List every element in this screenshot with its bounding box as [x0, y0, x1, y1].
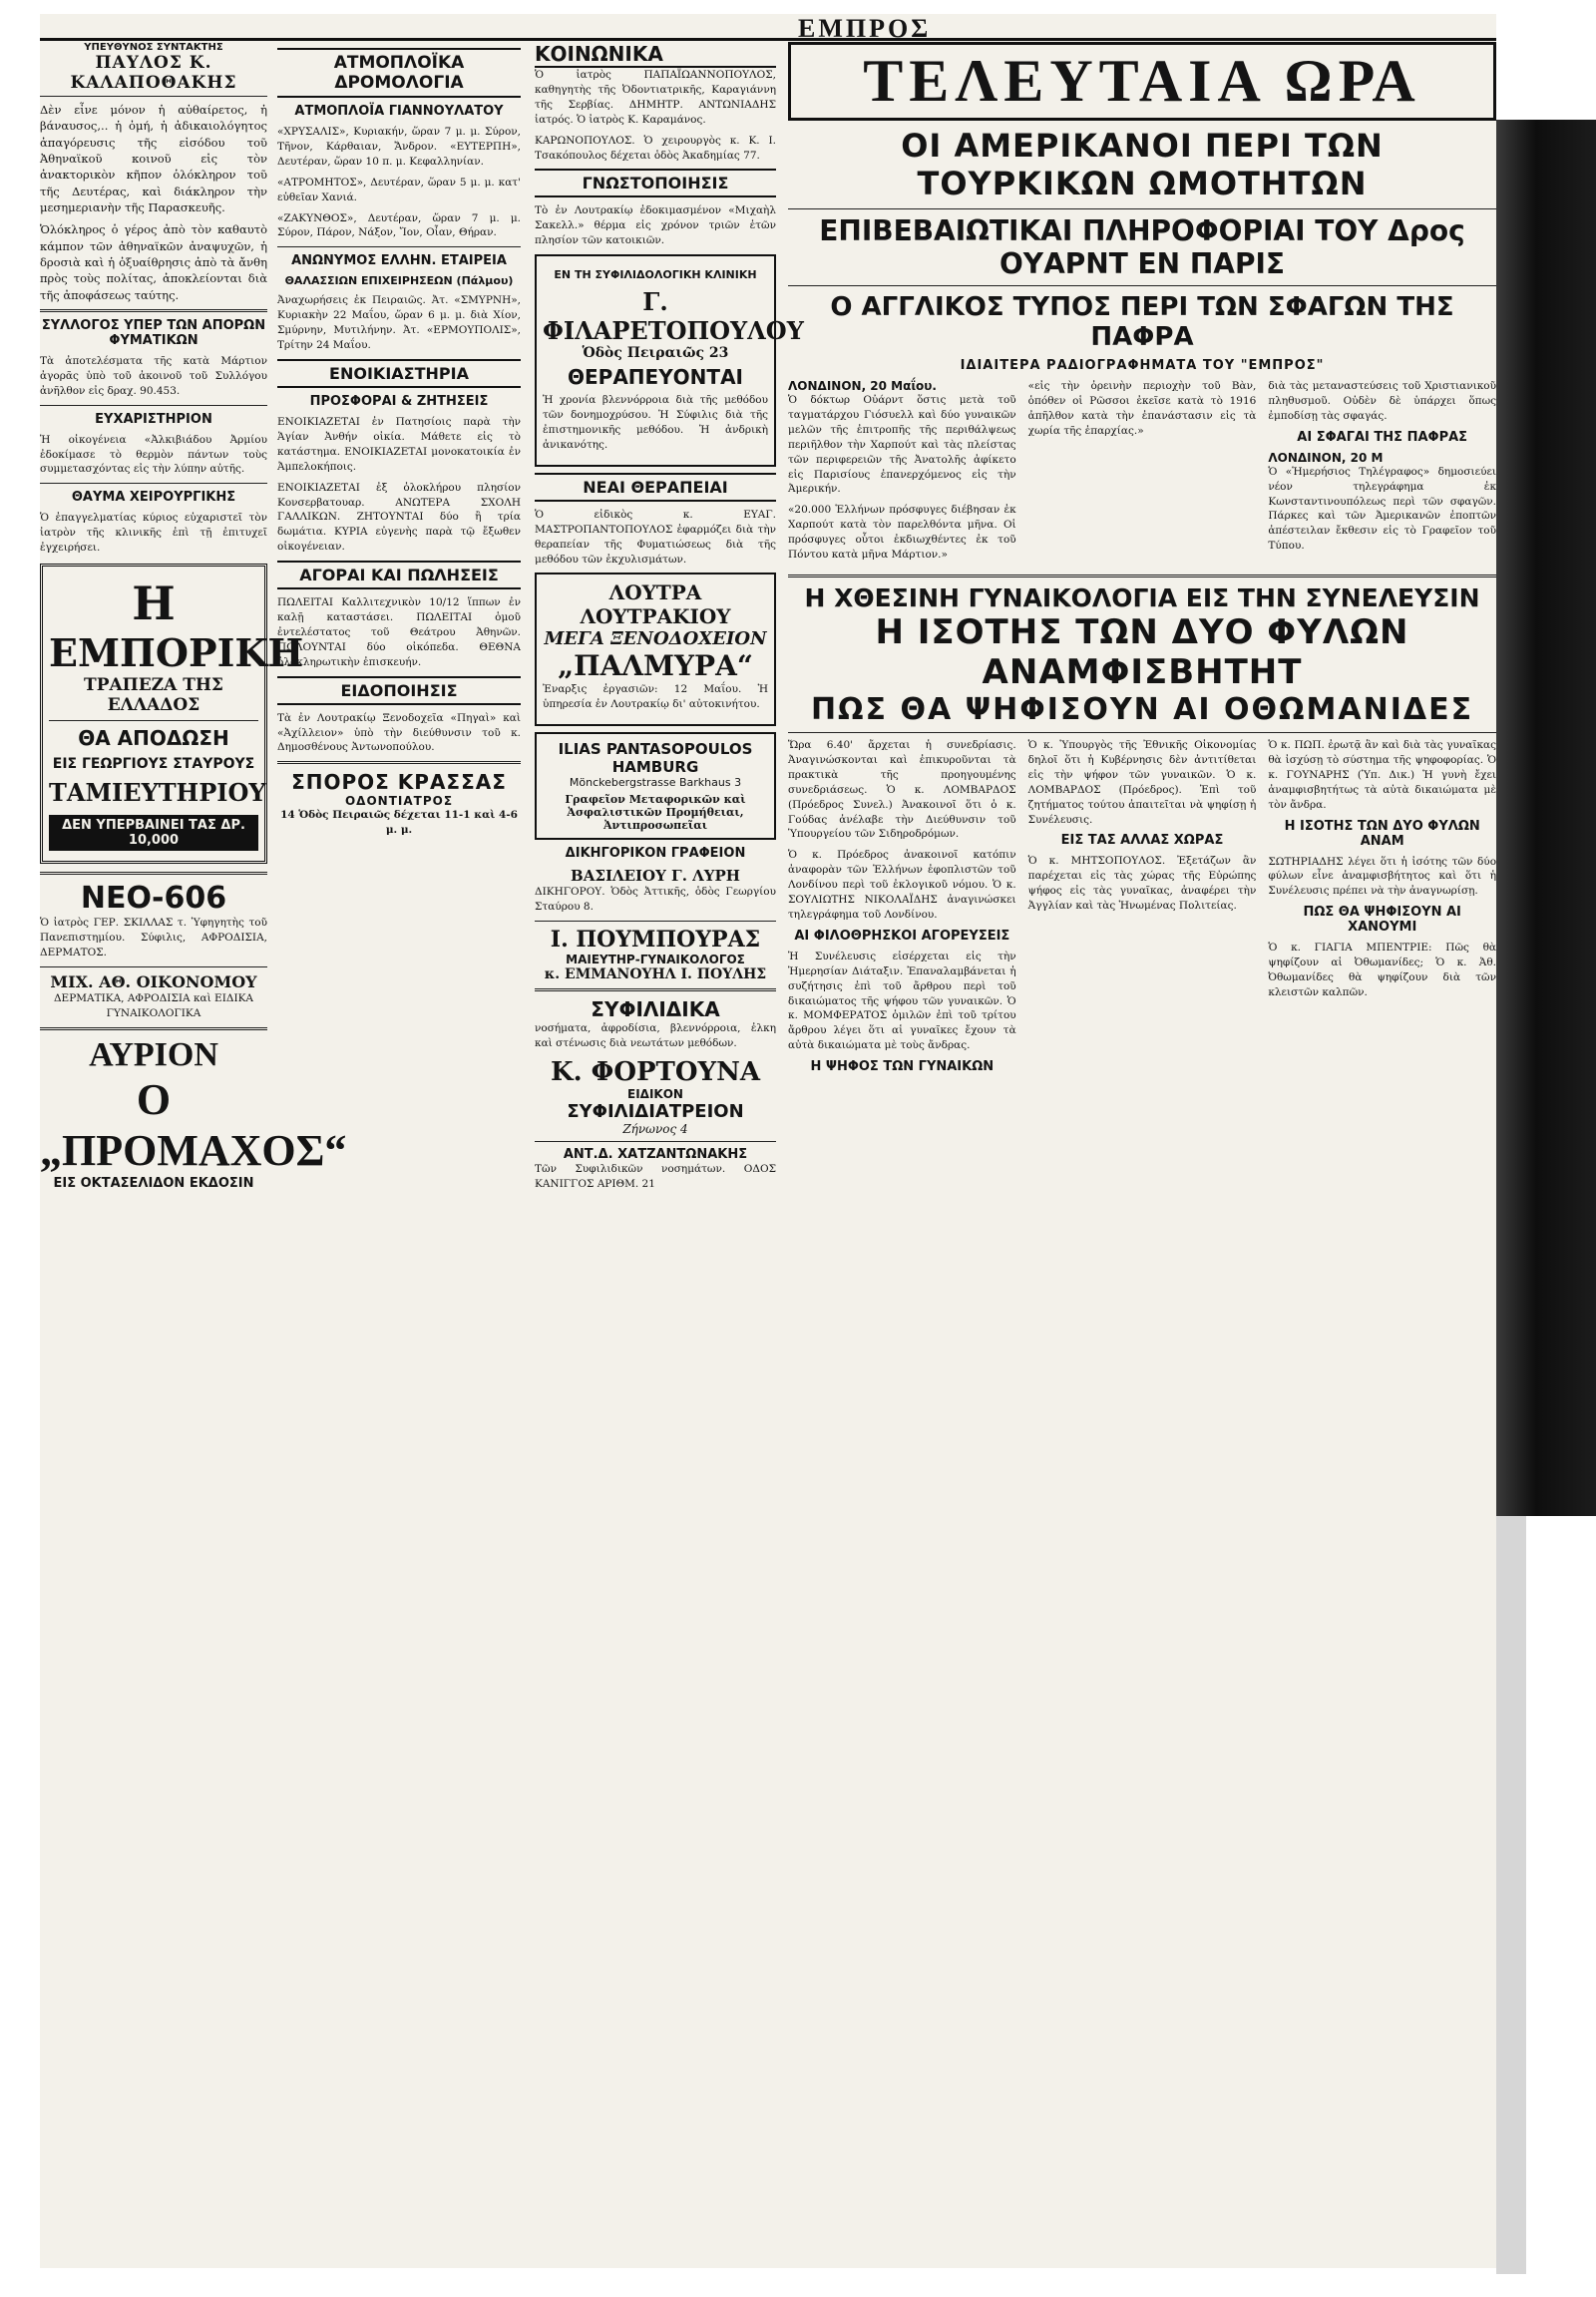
bank-line: ΔΕΝ ΥΠΕΡΒΑΙΝΕΙ ΤΑΣ ΔΡ. 10,000: [49, 815, 258, 851]
report-body: Ὁ δόκτωρ Οὐάρντ ὅστις μετὰ τοῦ ταγματάρχου Γιόσυελλ καὶ δύο γυναικῶν μελῶν τῆς ἐπιτροπῆς τῆς περιθάλψεως περιῆλθον τὴν Χαρπούτ καὶ τὰς πλείστας τῶν περιφερειῶν τῆς Ἀνατολῆς ἀφίκετο εἰς Παρισίους ἐπανερχόμενος εἰς τὴν Ἀμερικήν.: [788, 394, 1016, 496]
therapies-heading: ΝΕΑΙ ΘΕΡΑΠΕΙΑΙ: [535, 473, 776, 502]
side-heading: ΑΙ ΣΦΑΓΑΙ ΤΗΣ ΠΑΦΡΑΣ: [1297, 429, 1468, 445]
divider: [535, 921, 776, 922]
fortouna-title: ΣΥΦΙΛΙΔΙΑΤΡΕΙΟΝ: [567, 1100, 744, 1122]
doctor-name: ΜΙΧ. ΑΘ. ΟΙΚΟΝΟΜΟΥ: [50, 971, 257, 991]
article-body: Ὁλόκληρος ὁ γέρος ἀπὸ τὸν καθαυτὸ κάμπον τῶν ἀθηναϊκῶν ἀναψυχῶν, ἡ δροσιὰ καὶ ἡ ὀξυαίθρησις ἀπὸ τὰ ἄνθη πρὸς τοὺς πολίτας, ἀποκλείονται διὰ τῆς ἀποφάσεως ταύτης.: [40, 222, 267, 302]
sales-body: ΠΩΛΕΙΤΑΙ Καλλιτεχνικὸν 10/12 ἵππων ἐν καλῇ καταστάσει. ΠΩΛΕΙΤΑΙ ὁμοῦ ἐντελέστατος τοῦ Θεάτρου Ἀθηνῶν. ΠΩΛΟΥΝΤΑΙ δύο οἰκόπεδα. ΘΕΘΝΑ ὀλοκληρωτικὴν ἐπισκευήν.: [277, 596, 521, 668]
assembly-body: ΣΩΤΗΡΙΑΔΗΣ λέγει ὅτι ἡ ἰσότης τῶν δύο φύλων εἶνε ἀναμφισβήτητος καὶ ὅτι ἡ Συνέλευσις πρέπει νὰ τὴν ἀναγνωρίσῃ.: [1268, 855, 1497, 898]
fortouna-address: Ζήνωνος 4: [622, 1121, 688, 1136]
clinic-doctor: Γ. ΦΙΛΑΡΕΤΟΠΟΥΛΟΥ: [543, 287, 804, 346]
column-2: [277, 42, 521, 2266]
aurion-label: ΑΥΡΙΟΝ: [89, 1035, 218, 1073]
column-1: [40, 42, 347, 2266]
assembly-col-1: [788, 738, 1016, 1080]
rentals-subheading: ΠΡΟΣΦΟΡΑΙ & ΖΗΤΗΣΕΙΣ: [309, 393, 489, 409]
clinic-advert: [535, 254, 804, 467]
divider: [40, 309, 267, 312]
dateline: ΛΟΝΔΙΝΟΝ, 20 Μ: [1268, 450, 1384, 465]
divider: [40, 483, 267, 484]
hamburg-street: Mönckebergstrasse Barkhaus 3: [569, 776, 742, 790]
report-body: Ὁ «Ἡμερήσιος Τηλέγραφος» δημοσιεύει νέον τηλεγράφημα ἐκ Κωνσταντινουπόλεως περὶ τῶν σφαγῶν. Πάρκες καὶ τῶν Ἀμερικανῶν ἐποπτῶν ἀπέστειλαν ἔκθεσιν εἰς τὸ Γραφεῖον τοῦ Τύπου.: [1268, 465, 1497, 553]
clinic-heading: ΕΝ ΤΗ ΣΥΦΙΛΙΔΟΛΟΓΙΚΗ ΚΛΙΝΙΚΗ: [554, 268, 757, 282]
divider: [535, 988, 776, 991]
thanks-body: Ἡ οἰκογένεια «Ἀλκιβιάδου Ἀρμίου ἐδοκίμασε τὸ θερμὸν πάντων τοὺς συμμετασχόντας εἰς τὴν λύπην αὐτῆς.: [40, 433, 267, 476]
doctor-name: Ι. ΠΟΥΜΠΟΥΡΑΣ: [550, 927, 761, 954]
bank-advert: [40, 564, 304, 864]
author-name: ΠΑΥΛΟΣ Κ. ΚΑΛΑΠΟΘΑΚΗΣ: [40, 53, 267, 97]
company-body: Ἀναχωρήσεις ἐκ Πειραιῶς. Ἀτ. «ΣΜΥΡΝΗ», Κυριακὴν 22 Μαΐου, ὥραν 6 μ. μ. διὰ Χίον, Σμύρνην, Μυτιλήνην. Ἀτ. «ΕΡΜΟΥΠΟΛΙΣ», Τρίτην 24 Μαΐου.: [277, 294, 521, 352]
author-role: ΥΠΕΥΘΥΝΟΣ ΣΥΝΤΑΚΤΗΣ: [84, 42, 223, 53]
column-3: [535, 42, 804, 2266]
hamburg-name: ILIAS PANTASOPOULOS: [558, 740, 753, 759]
headline-3: ΕΠΙΒΕΒΑΙΩΤΙΚΑΙ ΠΛΗΡΟΦΟΡΙΑΙ ΤΟΥ Δρος ΟΥΑΡΝΤ ΕΝ ΠΑΡΙΣ: [819, 214, 1465, 280]
hamburg-advert: [535, 732, 776, 840]
assembly-subhead: Η ΨΗΦΟΣ ΤΩΝ ΓΥΝΑΙΚΩΝ: [810, 1059, 995, 1075]
social-heading: ΚΟΙΝΩΝΙΚΑ: [535, 42, 776, 68]
law-name: ΒΑΣΙΛΕΙΟΥ Γ. ΛΥΡΗ: [571, 867, 740, 886]
law-heading: ΔΙΚΗΓΟΡΙΚΟΝ ΓΡΑΦΕΙΟΝ: [565, 846, 746, 862]
announcement-heading: ΓΝΩΣΤΟΠΟΙΗΣΙΣ: [535, 169, 776, 197]
shipping-body: «ΖΑΚΥΝΘΟΣ», Δευτέραν, ὥραν 7 μ. μ. Σύρον, Πάρον, Νάξον, Ἴον, Οἶαν, Θήραν.: [277, 211, 521, 239]
divider: [788, 732, 1496, 733]
assembly-body: Ἡ Συνέλευσις εἰσέρχεται εἰς τὴν Ἡμερησίαν Διάταξιν. Ἐπαναλαμβάνεται ἡ συζήτησις ἐπὶ τοῦ ἄρθρου περὶ τοῦ δικαιώματος τῆς ψήφου τῶν γυναικῶν. Ὁ κ. ΜΟΜΦΕΡΑΤΟΣ ὁμιλῶν ἐπὶ τοῦ τρίτου ἄρθρου λέγει ὅτι αἱ γυναῖκες ἔχουν τὰ αὐτὰ δικαιώματα μὲ τοὺς ἄνδρας.: [788, 950, 1016, 1052]
assembly-subheadline-2: ΠΩΣ ΘΑ ΨΗΦΙΣΟΥΝ ΑΙ ΟΘΩΜΑΝΙΔΕΣ: [810, 691, 1474, 727]
dentist-name: ΣΠΟΡΟΣ ΚΡΑΣΣΑΣ: [291, 770, 507, 795]
shipping-company: ΑΤΜΟΠΛΟΪΑ ΓΙΑΝΝΟΥΛΑΤΟΥ: [294, 104, 504, 119]
assembly-subhead: ΑΙ ΦΙΛΟΘΡΗΣΚΟΙ ΑΓΟΡΕΥΣΕΙΣ: [794, 928, 1010, 944]
neo-body: Ὁ ἰατρὸς ΓΕΡ. ΣΚΙΛΛΑΣ τ. Ὑφηγητὴς τοῦ Πανεπιστημίου. Σύφιλις, ΑΦΡΟΔΙΣΙΑ, ΔΕΡΜΑΤΟΣ.: [40, 917, 267, 958]
report-columns: [788, 379, 1496, 569]
shipping-body: «ΑΤΡΟΜΗΤΟΣ», Δευτέραν, ὥραν 5 μ. μ. κατ' εὐθεῖαν Χανιά.: [277, 176, 521, 203]
neo-title: ΝΕΟ-606: [80, 881, 227, 917]
headline-sub: ΙΔΙΑΙΤΕΡΑ ΡΑΔΙΟΓΡΑΦΗΜΑΤΑ ΤΟΥ "ΕΜΠΡΟΣ": [960, 358, 1325, 373]
shipping-heading: ΑΤΜΟΠΛΟΪΚΑ ΔΡΟΜΟΛΟΓΙΑ: [277, 48, 521, 98]
article-body: Δὲν εἶνε μόνον ἡ αὐθαίρετος, ἡ βάναυσος,.. ἡ ὀμή, ἡ ἀδικαιολόγητος ἀπαγόρευσις τῆς εἰσόδου τοῦ Ἀθηναϊκοῦ κοινοῦ εἰς τὸν ἀνακτορικὸν κῆπον ὁλόκληρον τοῦ τῆς Δευτέρας, καὶ διάκληρον τὴν μεσημεριανὴν τῆς Παρασκευῆς.: [40, 103, 267, 214]
report-body: «20.000 Ἑλλήνων πρόσφυγες διέβησαν ἐκ Χαρπούτ κατὰ τὸν παρελθόντα μῆνα. Οἱ πρόσφυγες οὗτοι ἐκδιωχθέντες ἐκ τοῦ Πόντου κατὰ μῆνα Μάρτιον.»: [788, 504, 1016, 562]
promachos-subtitle: ΕΙΣ ΟΚΤΑΣΕΛΙΔΟΝ ΕΚΔΟΣΙΝ: [53, 1175, 254, 1191]
rentals-heading: ΕΝΟΙΚΙΑΣΤΗΡΙΑ: [277, 359, 521, 388]
assembly-headline: Η ΧΘΕΣΙΝΗ ΓΥΝΑΙΚΟΛΟΓΙΑ ΕΙΣ ΤΗΝ ΣΥΝΕΛΕΥΣΙΝ: [804, 582, 1480, 612]
main-headline: ΤΕΛΕΥΤΑΙΑ ΩΡΑ: [788, 42, 1496, 121]
dentist-address: 14 Ὁδὸς Πειραιῶς δέχεται 11-1 καὶ 4-6 μ. μ.: [280, 809, 518, 837]
hotel-subheading: ΜΕΓΑ ΞΕΝΟΔΟΧΕΙΟΝ: [544, 628, 767, 650]
hamburg-city: HAMBURG: [611, 758, 699, 777]
assembly-subhead: ΕΙΣ ΤΑΣ ΑΛΛΑΣ ΧΩΡΑΣ: [1060, 833, 1224, 849]
assembly-subhead: ΠΩΣ ΘΑ ΨΗΦΙΣΟΥΝ ΑΙ ΧΑΝΟΥΜΙ: [1303, 905, 1461, 936]
assembly-col-2: [1028, 738, 1257, 1080]
assembly-body: Ὁ κ. ΜΗΤΣΟΠΟΥΛΟΣ. Ἐξετάζων ἂν παρέχεται εἰς τὰς χώρας τῆς Εὐρώπης ψήφος εἰς τὰς γυναῖκας, ἀναφέρει τὴν Ἀγγλίαν καὶ τὰς Ἡνωμένας Πολιτείας.: [1027, 855, 1257, 913]
assembly-body: Ὁ κ. ΓΙΑΓΙΑ ΜΠΕΝΤΡΙΕ: Πῶς θὰ ψηφίζουν αἱ Ὀθωμανίδες; Ὁ κ. Ἀθ. Ὀθωμανίδες θὰ ψηφίζουν διὰ τῶν κλειστῶν καλπῶν.: [1268, 942, 1497, 998]
divider: [49, 720, 258, 721]
hotel-heading: ΛΟΥΤΡΑ ΛΟΥΤΡΑΚΙΟΥ: [580, 580, 731, 629]
divider: [788, 208, 1496, 209]
divider: [40, 1027, 267, 1030]
khatz-name: ΑΝΤ.Δ. ΧΑΤΖΑΝΤΩΝΑΚΗΣ: [563, 1146, 748, 1162]
announcement-body: Τὸ ἐν Λουτρακίῳ ἐδοκιμασμένον «Μιχαὴλ Σακελλ.» θέρμα εἰς χρόνον τριῶν ἐτῶν πλησίον τῶν κατοικιῶν.: [535, 204, 776, 247]
scan-edge-grey: [1496, 1516, 1526, 2274]
syph-heading: ΣΥΦΙΛΙΔΙΚΑ: [591, 997, 720, 1022]
divider: [788, 574, 1496, 577]
sales-heading: ΑΓΟΡΑΙ ΚΑΙ ΠΩΛΗΣΕΙΣ: [277, 561, 521, 589]
report-col-2: [1028, 379, 1257, 569]
divider: [40, 872, 267, 875]
clinic-body: Ἡ χρονία βλεννόρροια διὰ τῆς μεθόδου τῶν δονημοχρύσου. Ἡ Σύφιλις διὰ τῆς ἐπιστημονικῆς μεθόδου. Ἡ ἀνδρικὴ ἀνικανότης.: [543, 394, 768, 451]
shipping-body: «ΧΡΥΣΑΛΙΣ», Κυριακήν, ὥραν 7 μ. μ. Σύρον, Τῆνον, Κάρθαιαν, Ἄνδρον. «ΕΥΤΕΡΠΗ», Δευτέραν, ὥραν 10 π. μ. Κεφαλληνίαν.: [277, 126, 521, 168]
bank-name: ΕΜΠΟΡΙΚΗ: [49, 630, 304, 676]
assembly-subheadline: Η ΙΣΟΤΗΣ ΤΩΝ ΔΥΟ ΦΥΛΩΝ ΑΝΑΜΦΙΣΒΗΤΗΤ: [875, 611, 1409, 692]
ad-heading: ΘΑΥΜΑ ΧΕΙΡΟΥΡΓΙΚΗΣ: [71, 490, 236, 506]
therapies-body: Ὁ εἰδικὸς κ. ΕΥΑΓ. ΜΑΣΤΡΟΠΑΝΤΟΠΟΥΛΟΣ ἐφαρμόζει διὰ τὴν θεραπείαν τῆς Φυματιώσεως διὰ τῆς μεθόδου τῶν ἐκχυλισμάτων.: [535, 508, 776, 566]
fortouna-subtitle: ΕΙΔΙΚΟΝ: [627, 1086, 683, 1101]
doctor-title: ΜΑΙΕΥΤΗΡ-ΓΥΝΑΙΚΟΛΟΓΟΣ: [566, 953, 745, 967]
bank-line: ΕΙΣ ΓΕΩΡΓΙΟΥΣ ΣΤΑΥΡΟΥΣ: [52, 756, 255, 773]
assembly-body: Ὁ κ. Πρόεδρος ἀνακοινοῖ κατόπιν ἀναφορὰν τῶν Ἑλλήνων ἐφοπλιστῶν τοῦ Λονδίνου περὶ τοῦ ἐκλογικοῦ νόμου. Ὁ κ. ΣΟΥΛΙΩΤΗΣ ΝΙΚΟΛΑΪΔΗΣ ἀναγινώσκει τηλεγράφημα τοῦ Λονδίνου.: [788, 849, 1016, 921]
hotel-advert: [535, 573, 776, 726]
masthead-title: ΕΜΠΡΟΣ: [798, 14, 932, 43]
company-subheading: ΘΑΛΑΣΣΙΩΝ ΕΠΙΧΕΙΡΗΣΕΩΝ (Πάλμου): [284, 274, 514, 288]
masthead: [40, 14, 1496, 41]
hotel-body: Ἐναρξις ἐργασιῶν: 12 Μαΐου. Ἡ ὑπηρεσία ἐν Λουτρακίῳ δι' αὐτοκινήτου.: [543, 683, 768, 711]
fortouna-name: Κ. ΦΟΡΤΟΥΝΑ: [550, 1056, 761, 1087]
divider: [40, 405, 267, 406]
report-col-3: [1268, 379, 1496, 569]
doctor-name-2: κ. ΕΜΜΑΝΟΥΗΛ Ι. ΠΟΥΛΗΣ: [544, 966, 767, 983]
bank-subtitle: ΤΡΑΠΕΖΑ ΤΗΣ ΕΛΛΑΔΟΣ: [84, 675, 223, 716]
dentist-title: ΟΔΟΝΤΙΑΤΡΟΣ: [344, 794, 454, 809]
ad-body: Ὁ ἐπαγγελματίας κύριος εὐχαριστεῖ τὸν ἰατρὸν τῆς κλινικῆς ἐπὶ τῇ ἐπιτυχεῖ ἐγχειρήσει.: [40, 512, 267, 555]
clinic-address: Ὁδὸς Πειραιῶς 23: [582, 345, 729, 362]
divider: [277, 761, 521, 764]
assembly-col-3: [1268, 738, 1496, 1080]
notice-body: Τὰ ἐν Λουτρακίῳ Ξενοδοχεῖα «Πηγαὶ» καὶ «Ἀχίλλειον» ὑπὸ τὴν διεύθυνσιν τοῦ κ. Δημοσθένους Ἀντωνοπούλου.: [277, 711, 521, 754]
social-body: Ὁ ἰατρὸς ΠΑΠΑΪΩΑΝΝΟΠΟΥΛΟΣ, καθηγητὴς τῆς Ὀδοντιατρικῆς, Καραγιάννη τῆς Σερβίας. ΔΗΜΗΤΡ. ΑΝΤΩΝΙΑΔΗΣ ἰατρός. Ὁ ἰατρὸς Κ. Καραμάνος.: [535, 69, 776, 126]
clinic-treat: ΘΕΡΑΠΕΥΟΝΤΑΙ: [568, 365, 743, 390]
right-section: [788, 42, 1496, 2266]
assembly-body: Ὥρα 6.40' ἄρχεται ἡ συνεδρίασις. Ἀναγινώσκονται καὶ ἐπικυροῦνται τὰ πρακτικὰ τῆς προηγουμένης συνεδριάσεως. Ὁ κ. ΛΟΜΒΑΡΔΟΣ (Πρόεδρος Συνελ.) Ἀνακοινοῖ ὅτι ὁ κ. Γούδας ἀνέλαβε τὴν Διεύθυνσιν τοῦ Ὑπουργείου τῶν Σιδηροδρόμων.: [788, 738, 1016, 841]
company-heading: ΑΝΩΝΥΜΟΣ ΕΛΛΗΝ. ΕΤΑΙΡΕΙΑ: [291, 253, 507, 269]
assembly-body: Ὁ κ. ΠΩΠ. ἐρωτᾷ ἂν καὶ διὰ τὰς γυναῖκας θὰ ἰσχύσῃ τὸ σύστημα τῆς ψηφοφορίας. Ὁ κ. ΓΟΥΝΑΡΗΣ (Ὑπ. Δικ.) Ἡ γυνὴ ἔχει ἀναμφισβητήτως τὰ αὐτὰ δικαιώματα μὲ τὸν ἄνδρα.: [1268, 738, 1497, 811]
hamburg-body: Γραφεῖον Μεταφορικῶν καὶ Ἀσφαλιστικῶν Προμήθειαι, Ἀντιπροσωπεῖαι: [565, 793, 746, 833]
syph-body: νοσήματα, ἀφροδίσια, βλεννόρροια, ἐλκη καὶ στένωσις διὰ νεωτάτων μεθόδων.: [535, 1022, 776, 1049]
divider: [788, 285, 1496, 286]
report-col-1: [788, 379, 1016, 569]
dateline: ΛΟΝΔΙΝΟΝ, 20 Μαΐου.: [788, 379, 937, 393]
doctor-body: ΔΕΡΜΑΤΙΚΑ, ΑΦΡΟΔΙΣΙΑ καὶ ΕΙΔΙΚΑ ΓΥΝΑΙΚΟΛΟΓΙΚΑ: [53, 991, 254, 1019]
notice-body: Τὰ ἀποτελέσματα τῆς κατὰ Μάρτιον ἀγορᾶς ὑπὸ τοῦ ἀκοινοῦ τοῦ Συλλόγου ἀνῆλθον εἰς δραχ. 90.453.: [40, 354, 267, 397]
social-body: ΚΑΡΩΝΟΠΟΥΛΟΣ. Ὁ χειρουργὸς κ. Κ. Ι. Τσακόπουλος δέχεται ὁδὸς Ἀκαδημίας 77.: [535, 134, 776, 162]
headline-4: Ο ΑΓΓΛΙΚΟΣ ΤΥΠΟΣ ΠΕΡΙ ΤΩΝ ΣΦΑΓΩΝ ΤΗΣ ΠΑΦΡΑ: [830, 292, 1454, 352]
rentals-body: ΕΝΟΙΚΙΑΖΕΤΑΙ ἐξ ὁλοκλήρου πλησίον Κονσερβατουαρ. ΑΝΩΤΕΡΑ ΣΧΟΛΗ ΓΑΛΛΙΚΩΝ. ΖΗΤΟΥΝΤΑΙ δύο ἢ τρία δωμάτια. ΚΥΡΙΑ εὐγενὴς παρὰ τῷ ἔξωθεν οἰκογένειαν.: [277, 481, 521, 554]
assembly-columns: [788, 738, 1496, 1080]
khatz-body: Τῶν Συφιλιδικῶν νοσημάτων. ΟΔΟΣ ΚΑΝΙΓΓΟΣ ΑΡΙΘΜ. 21: [535, 1162, 776, 1190]
report-body: διὰ τὰς μεταναστεύσεις τοῦ Χριστιανικοῦ πληθυσμοῦ. Οὐδὲν δὲ ὑπάρχει ὅπως ἐμποδίσῃ τὰς σφαγάς.: [1268, 380, 1497, 422]
promachos-title: Ο „ΠΡΟΜΑΧΟΣ“: [40, 1074, 347, 1175]
scan-edge-shadow: [1496, 120, 1596, 1516]
notice-heading: ΕΙΔΟΠΟΙΗΣΙΣ: [277, 676, 521, 705]
bank-line: ΘΑ ΑΠΟΔΩΣΗ: [78, 726, 229, 751]
notice-heading: ΣΥΛΛΟΓΟΣ ΥΠΕΡ ΤΩΝ ΑΠΟΡΩΝ ΦΥΜΑΤΙΚΩΝ: [41, 317, 266, 348]
divider: [277, 246, 521, 247]
hotel-name: „ΠΑΛΜΥΡΑ“: [558, 649, 753, 683]
bank-line: ΤΑΜΙΕΥΤΗΡΙΟΥ: [49, 778, 266, 808]
assembly-subhead: Η ΙΣΟΤΗΣ ΤΩΝ ΔΥΟ ΦΥΛΩΝ ΑΝΑΜ: [1284, 818, 1480, 849]
report-body: «εἰς τὴν ὀρεινὴν περιοχὴν τοῦ Βὰν, ὁπόθεν οἱ Ρῶσσοι ἐκεῖσε κατὰ τὸ 1916 ἀπῆλθον κατὰ τὴν ἐπανάστασιν εἰς τὰ χωρία τῆς ἐπαρχίας.»: [1027, 380, 1257, 437]
law-body: ΔΙΚΗΓΟΡΟΥ. Ὁδὸς Ἀττικῆς, ὁδὸς Γεωργίου Σταύρου 8.: [535, 886, 776, 914]
headline-2: ΟΙ ΑΜΕΡΙΚΑΝΟΙ ΠΕΡΙ ΤΩΝ ΤΟΥΡΚΙΚΩΝ ΩΜΟΤΗΤΩΝ: [901, 127, 1384, 202]
newspaper-page: [40, 14, 1496, 2268]
bank-letter: Η: [132, 576, 176, 631]
divider: [40, 966, 267, 967]
divider: [535, 1141, 776, 1142]
thanks-heading: ΕΥΧΑΡΙΣΤΗΡΙΟΝ: [95, 411, 212, 427]
assembly-body: Ὁ κ. Ὑπουργὸς τῆς Ἐθνικῆς Οἰκονομίας δηλοῖ ὅτι ἡ Κυβέρνησις δὲν ἀντιτίθεται εἰς τὴν ψήφον τῶν γυναικῶν. Ὁ κ. ΛΟΜΒΑΡΔΟΣ (Πρόεδρος). Ἐπὶ τοῦ ζητήματος τούτου ἀπαιτεῖται νὰ ψηφίσῃ ἡ Συνέλευσις.: [1027, 738, 1257, 826]
rentals-body: ΕΝΟΙΚΙΑΖΕΤΑΙ ἐν Πατησίοις παρὰ τὴν Ἁγίαν Ἀνθήν οἰκία. Μάθετε εἰς τὸ κατάστημα. ΕΝΟΙΚΙΑΖΕΤΑΙ μονοκατοικία ἐν Ἀμπελοκήποις.: [277, 415, 521, 473]
